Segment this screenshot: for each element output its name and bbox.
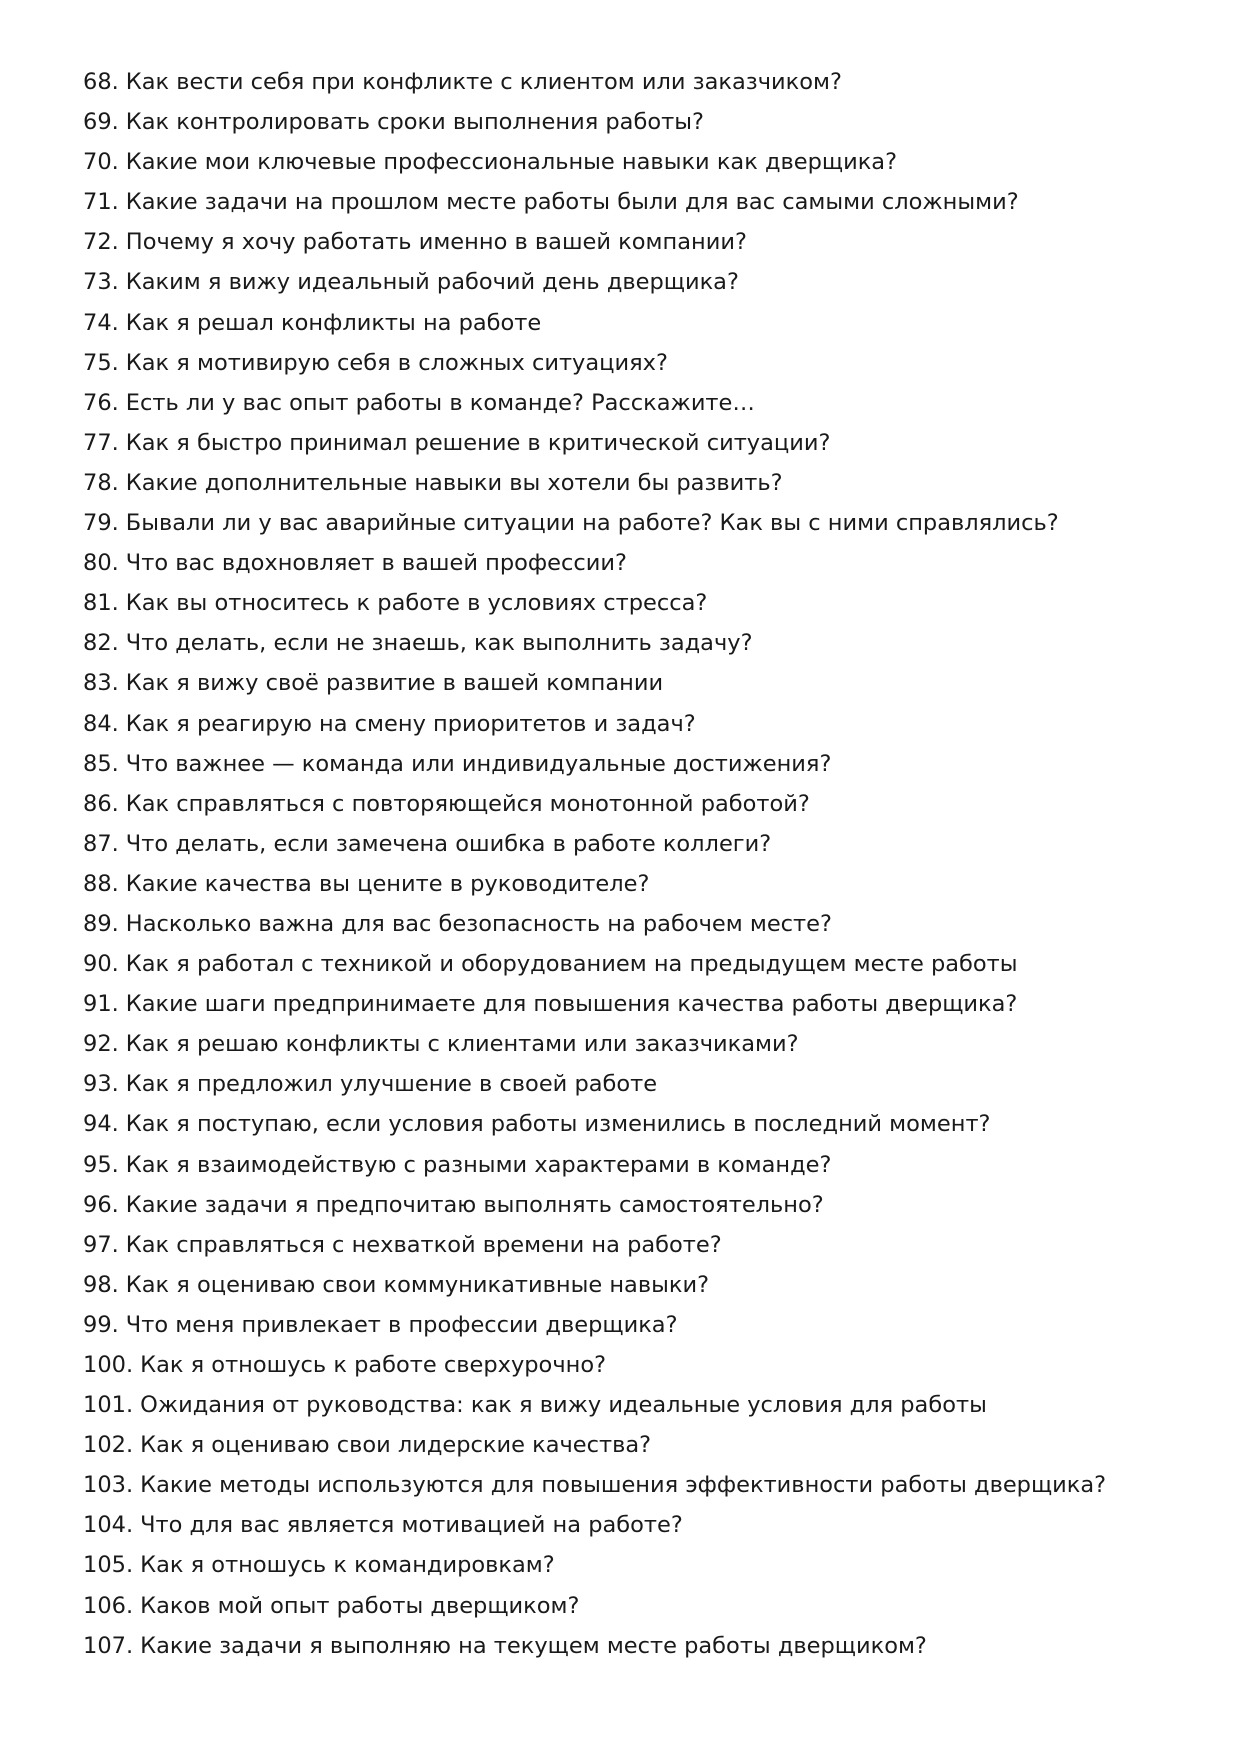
question-item — [83, 543, 1193, 583]
question-text: Что вас вдохновляет в вашей профессии? — [125, 550, 627, 577]
question-text: Какие шаги предпринимаете для повышения качества работы дверщика? — [125, 991, 1018, 1018]
question-item — [83, 623, 1193, 663]
question-text: Как я быстро принимал решение в критической ситуации? — [125, 429, 831, 456]
question-item — [83, 383, 1193, 423]
question-item — [83, 1345, 1193, 1385]
question-text: Как я предложил улучшение в своей работе — [125, 1071, 658, 1098]
question-text: Бывали ли у вас аварийные ситуации на работе? Как вы с ними справлялись? — [125, 510, 1059, 537]
question-number: 91. — [83, 991, 119, 1018]
question-item — [83, 303, 1193, 343]
question-text: Как я решаю конфликты с клиентами или заказчиками? — [125, 1031, 799, 1058]
question-item — [83, 142, 1193, 182]
question-number: 97. — [83, 1231, 119, 1258]
question-item — [83, 704, 1193, 744]
question-text: Как я мотивирую себя в сложных ситуациях? — [125, 349, 668, 376]
question-number: 69. — [83, 109, 119, 136]
question-number: 71. — [83, 189, 119, 216]
question-item — [83, 944, 1193, 984]
question-number: 107. — [83, 1632, 134, 1659]
question-text: Как вести себя при конфликте с клиентом или заказчиком? — [125, 69, 842, 95]
question-number: 90. — [83, 951, 119, 978]
question-text: Что делать, если не знаешь, как выполнить задачу? — [125, 630, 753, 657]
question-number: 77. — [83, 429, 119, 456]
question-number: 101. — [83, 1392, 134, 1419]
question-item — [83, 904, 1193, 944]
question-text: Как контролировать сроки выполнения работы? — [125, 109, 704, 136]
question-item — [83, 583, 1193, 623]
question-number: 88. — [83, 870, 119, 897]
question-item — [83, 262, 1193, 302]
question-text: Что меня привлекает в профессии дверщика? — [125, 1311, 678, 1338]
question-text: Какие методы используются для повышения эффективности работы дверщика? — [140, 1472, 1107, 1499]
question-item — [83, 182, 1193, 222]
question-text: Как я оцениваю свои лидерские качества? — [140, 1432, 652, 1459]
question-item — [83, 1586, 1193, 1626]
question-text: Насколько важна для вас безопасность на рабочем месте? — [125, 910, 832, 937]
question-number: 103. — [83, 1472, 134, 1499]
question-item — [83, 1104, 1193, 1144]
question-text: Как я решал конфликты на работе — [125, 309, 542, 336]
question-number: 95. — [83, 1151, 119, 1178]
question-text: Как я отношусь к работе сверхурочно? — [140, 1352, 607, 1378]
question-item — [83, 1465, 1193, 1505]
question-text: Как я оцениваю свои коммуникативные навыки? — [125, 1271, 710, 1298]
question-item — [83, 663, 1193, 703]
question-item — [83, 1305, 1193, 1345]
question-number: 106. — [83, 1592, 134, 1619]
question-text: Как я реагирую на смену приоритетов и задач? — [125, 710, 696, 737]
question-item — [83, 1265, 1193, 1305]
question-number: 92. — [83, 1031, 119, 1058]
question-item — [83, 463, 1193, 503]
question-item — [83, 1385, 1193, 1425]
question-number: 104. — [83, 1512, 134, 1539]
question-number: 70. — [83, 149, 119, 176]
question-text: Что важнее — команда или индивидуальные достижения? — [125, 750, 832, 777]
question-text: Ожидания от руководства: как я вижу идеальные условия для работы — [140, 1392, 987, 1419]
question-text: Как справляться с повторяющейся монотонной работой? — [125, 790, 810, 817]
question-item — [83, 1425, 1193, 1465]
question-number: 75. — [83, 349, 119, 376]
question-number: 68. — [83, 69, 119, 95]
question-text: Какие задачи на прошлом месте работы были для вас самыми сложными? — [125, 189, 1019, 216]
question-number: 78. — [83, 469, 119, 496]
question-number: 93. — [83, 1071, 119, 1098]
question-text: Что делать, если замечена ошибка в работе коллеги? — [125, 830, 772, 857]
question-number: 99. — [83, 1311, 119, 1338]
question-number: 89. — [83, 910, 119, 937]
question-text: Как я работал с техникой и оборудованием на предыдущем месте работы — [125, 951, 1018, 978]
question-item — [83, 864, 1193, 904]
question-text: Как я отношусь к командировкам? — [140, 1552, 555, 1579]
question-item — [83, 1225, 1193, 1265]
question-number: 85. — [83, 750, 119, 777]
question-number: 105. — [83, 1552, 134, 1579]
question-number: 96. — [83, 1191, 119, 1218]
question-text: Почему я хочу работать именно в вашей компании? — [125, 229, 747, 256]
question-number: 87. — [83, 830, 119, 857]
question-item — [83, 1505, 1193, 1545]
question-item — [83, 1064, 1193, 1104]
question-number: 80. — [83, 550, 119, 577]
question-item — [83, 1145, 1193, 1185]
question-number: 84. — [83, 710, 119, 737]
question-item — [83, 503, 1193, 543]
question-text: Есть ли у вас опыт работы в команде? Расскажите… — [125, 389, 755, 416]
question-item — [83, 423, 1193, 463]
question-text: Какие мои ключевые профессиональные навыки как дверщика? — [125, 149, 898, 176]
question-item — [83, 984, 1193, 1024]
question-text: Как я взаимодействую с разными характерами в команде? — [125, 1151, 832, 1178]
question-list — [83, 62, 1193, 1666]
question-number: 72. — [83, 229, 119, 256]
question-text: Как вы относитесь к работе в условиях стресса? — [125, 590, 708, 617]
question-number: 81. — [83, 590, 119, 617]
question-number: 86. — [83, 790, 119, 817]
question-item — [83, 1185, 1193, 1225]
question-text: Какие качества вы цените в руководителе? — [125, 870, 650, 897]
question-text: Как я вижу своё развитие в вашей компании — [125, 670, 664, 697]
question-number: 94. — [83, 1111, 119, 1138]
question-item — [83, 1024, 1193, 1064]
question-number: 102. — [83, 1432, 134, 1459]
question-text: Как я поступаю, если условия работы изменились в последний момент? — [125, 1111, 991, 1138]
question-item — [83, 744, 1193, 784]
question-text: Какие задачи я выполняю на текущем месте работы дверщиком? — [140, 1632, 927, 1659]
question-number: 82. — [83, 630, 119, 657]
question-text: Каким я вижу идеальный рабочий день дверщика? — [125, 269, 739, 296]
question-text: Что для вас является мотивацией на работе? — [140, 1512, 683, 1539]
question-item — [83, 824, 1193, 864]
question-text: Каков мой опыт работы дверщиком? — [140, 1592, 580, 1619]
question-item — [83, 222, 1193, 262]
question-item — [83, 784, 1193, 824]
question-number: 100. — [83, 1352, 134, 1378]
question-number: 74. — [83, 309, 119, 336]
question-number: 98. — [83, 1271, 119, 1298]
question-number: 79. — [83, 510, 119, 537]
question-item — [83, 62, 1193, 102]
question-number: 83. — [83, 670, 119, 697]
question-number: 73. — [83, 269, 119, 296]
question-text: Какие дополнительные навыки вы хотели бы развить? — [125, 469, 783, 496]
question-text: Как справляться с нехваткой времени на работе? — [125, 1231, 722, 1258]
question-number: 76. — [83, 389, 119, 416]
question-item — [83, 1626, 1193, 1666]
question-item — [83, 1545, 1193, 1585]
question-text: Какие задачи я предпочитаю выполнять самостоятельно? — [125, 1191, 824, 1218]
question-item — [83, 343, 1193, 383]
question-item — [83, 102, 1193, 142]
